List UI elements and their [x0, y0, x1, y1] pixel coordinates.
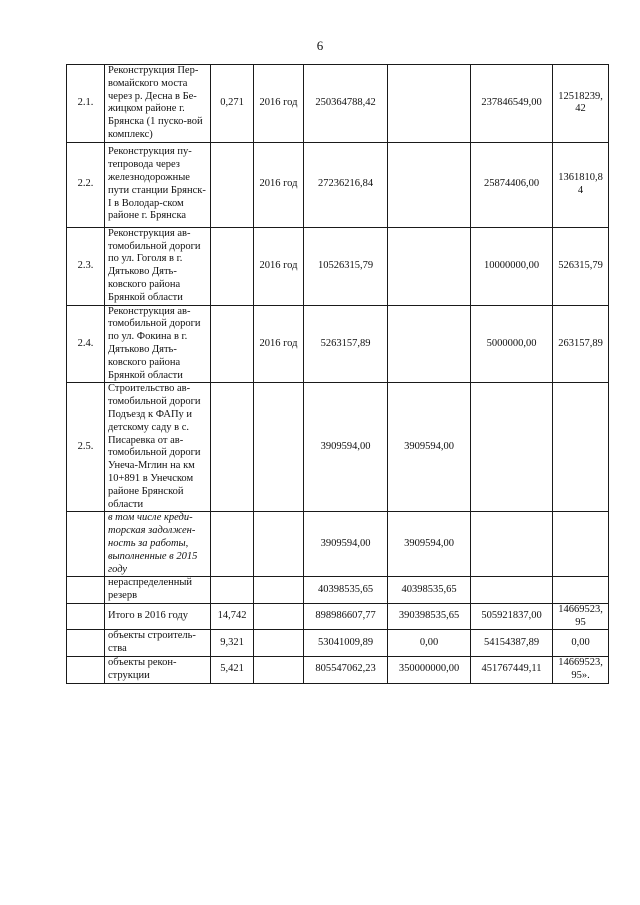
object-name-cell: объекты рекон-струкции — [105, 657, 211, 684]
funding-cell-3: 263157,89 — [553, 305, 609, 383]
funding-cell-3 — [553, 577, 609, 604]
funding-cell-3: 1361810,84 — [553, 142, 609, 227]
object-name-cell: нераспределенный резерв — [105, 577, 211, 604]
row-number-cell — [67, 657, 105, 684]
length-km-cell: 9,321 — [211, 630, 254, 657]
object-name-cell: объекты строитель-ства — [105, 630, 211, 657]
table-row — [67, 65, 609, 143]
funding-cell-1: 0,00 — [388, 630, 471, 657]
year-cell: 2016 год — [254, 142, 304, 227]
length-km-cell: 0,271 — [211, 65, 254, 143]
table-row — [67, 630, 609, 657]
total-amount-cell: 40398535,65 — [304, 577, 388, 604]
object-name-cell: Реконструкция Пер-вомайского моста через р. Десна в Бе-жицком районе г. Брянска (1 пуско-вой комплекс) — [105, 65, 211, 143]
funding-cell-2: 25874406,00 — [471, 142, 553, 227]
year-cell: 2016 год — [254, 305, 304, 383]
table-row — [67, 657, 609, 684]
length-km-cell — [211, 577, 254, 604]
row-number-cell — [67, 512, 105, 577]
object-name-cell: Реконструкция ав-томобильной дороги по ул. Фокина в г. Дятьково Дять-ковского района Брянкой области — [105, 305, 211, 383]
funding-cell-2: 5000000,00 — [471, 305, 553, 383]
object-name-cell: Реконструкция ав-томобильной дороги по ул. Гоголя в г. Дятьково Дять-ковского района Брянкой области — [105, 227, 211, 305]
total-amount-cell: 10526315,79 — [304, 227, 388, 305]
object-name-cell: в том числе креди-торская задолжен-ность за работы, выполненные в 2015 году — [105, 512, 211, 577]
year-cell — [254, 603, 304, 630]
year-cell: 2016 год — [254, 65, 304, 143]
year-cell — [254, 383, 304, 512]
funding-cell-3: 526315,79 — [553, 227, 609, 305]
object-name-cell: Итого в 2016 году — [105, 603, 211, 630]
table-row — [67, 227, 609, 305]
funding-cell-2: 54154387,89 — [471, 630, 553, 657]
funding-cell-1: 350000000,00 — [388, 657, 471, 684]
total-amount-cell: 53041009,89 — [304, 630, 388, 657]
funding-cell-2 — [471, 512, 553, 577]
row-number-cell: 2.4. — [67, 305, 105, 383]
length-km-cell — [211, 227, 254, 305]
row-number-cell: 2.3. — [67, 227, 105, 305]
funding-cell-3: 0,00 — [553, 630, 609, 657]
object-name-cell: Реконструкция пу-тепровода через железнодорожные пути станции Брянск-I в Володар-ском районе г. Брянска — [105, 142, 211, 227]
funding-cell-1: 40398535,65 — [388, 577, 471, 604]
total-amount-cell: 27236216,84 — [304, 142, 388, 227]
year-cell — [254, 657, 304, 684]
length-km-cell — [211, 305, 254, 383]
funding-cell-3 — [553, 383, 609, 512]
total-amount-cell: 250364788,42 — [304, 65, 388, 143]
funding-cell-2: 10000000,00 — [471, 227, 553, 305]
year-cell — [254, 577, 304, 604]
page-number: 6 — [316, 38, 324, 53]
table-row — [67, 142, 609, 227]
funding-cell-3: 14669523,95». — [553, 657, 609, 684]
row-number-cell: 2.1. — [67, 65, 105, 143]
row-number-cell — [67, 577, 105, 604]
funding-cell-1 — [388, 65, 471, 143]
table-row — [67, 305, 609, 383]
funding-cell-2: 505921837,00 — [471, 603, 553, 630]
budget-table — [66, 64, 609, 684]
length-km-cell — [211, 383, 254, 512]
funding-cell-3 — [553, 512, 609, 577]
row-number-cell: 2.2. — [67, 142, 105, 227]
funding-cell-1 — [388, 142, 471, 227]
length-km-cell — [211, 142, 254, 227]
length-km-cell: 14,742 — [211, 603, 254, 630]
length-km-cell: 5,421 — [211, 657, 254, 684]
table-row — [67, 603, 609, 630]
funding-cell-2: 451767449,11 — [471, 657, 553, 684]
row-number-cell: 2.5. — [67, 383, 105, 512]
total-amount-cell: 5263157,89 — [304, 305, 388, 383]
object-name-cell: Строительство ав-томобильной дороги Подъезд к ФАПу и детскому саду в с. Писаревка от ав-томобильной дороги Унеча-Мглин на км 10+891 в Унечском районе Брянской области — [105, 383, 211, 512]
funding-cell-3: 12518239,42 — [553, 65, 609, 143]
year-cell: 2016 год — [254, 227, 304, 305]
funding-cell-2: 237846549,00 — [471, 65, 553, 143]
funding-cell-1: 3909594,00 — [388, 383, 471, 512]
funding-cell-3: 14669523,95 — [553, 603, 609, 630]
row-number-cell — [67, 630, 105, 657]
total-amount-cell: 3909594,00 — [304, 383, 388, 512]
funding-cell-2 — [471, 577, 553, 604]
length-km-cell — [211, 512, 254, 577]
year-cell — [254, 512, 304, 577]
table-row — [67, 577, 609, 604]
funding-cell-1 — [388, 305, 471, 383]
funding-cell-1: 390398535,65 — [388, 603, 471, 630]
funding-cell-1 — [388, 227, 471, 305]
total-amount-cell: 805547062,23 — [304, 657, 388, 684]
funding-cell-1: 3909594,00 — [388, 512, 471, 577]
table-row — [67, 512, 609, 577]
table-row — [67, 383, 609, 512]
total-amount-cell: 3909594,00 — [304, 512, 388, 577]
total-amount-cell: 898986607,77 — [304, 603, 388, 630]
year-cell — [254, 630, 304, 657]
row-number-cell — [67, 603, 105, 630]
funding-cell-2 — [471, 383, 553, 512]
